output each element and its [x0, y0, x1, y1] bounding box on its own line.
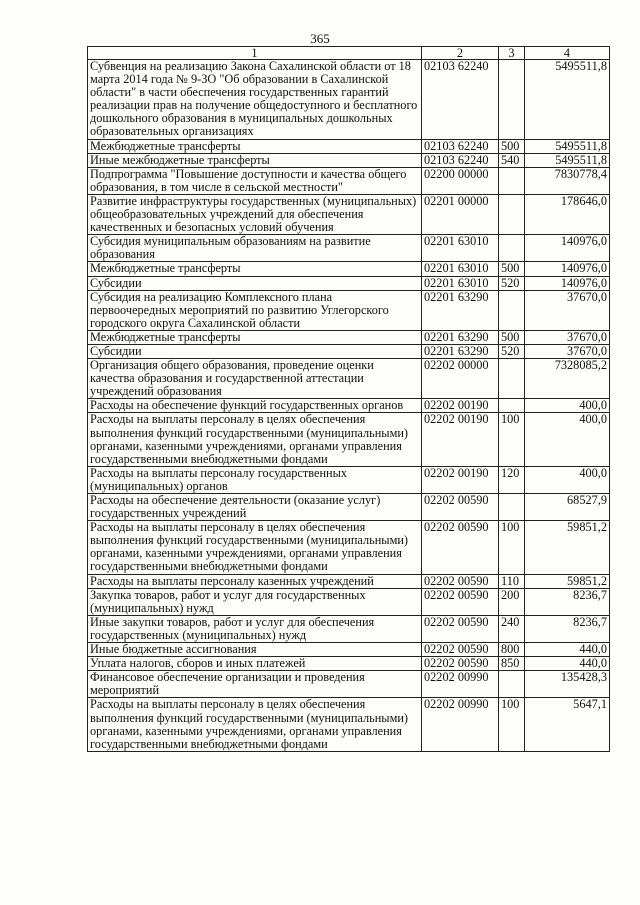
header-col-3: 3 [499, 47, 525, 60]
row-expense-kind: 540 [499, 153, 525, 167]
row-amount: 140976,0 [525, 276, 610, 290]
row-name: Финансовое обеспечение организации и проведения мероприятий [88, 671, 422, 698]
table-row [88, 399, 610, 413]
row-amount: 8236,7 [525, 615, 610, 642]
row-amount: 140976,0 [525, 235, 610, 262]
row-amount: 400,0 [525, 399, 610, 413]
row-code: 02202 00190 [422, 399, 499, 413]
row-expense-kind: 100 [499, 413, 525, 466]
row-amount: 400,0 [525, 413, 610, 466]
row-code: 02202 00990 [422, 698, 499, 751]
row-expense-kind [499, 359, 525, 399]
table-row [88, 60, 610, 140]
row-expense-kind [499, 167, 525, 194]
table-row [88, 330, 610, 344]
table-row [88, 494, 610, 521]
row-expense-kind: 110 [499, 574, 525, 588]
row-expense-kind [499, 494, 525, 521]
row-expense-kind: 100 [499, 698, 525, 751]
row-code: 02201 63010 [422, 235, 499, 262]
row-name: Субсидия на реализацию Комплексного плана первоочередных мероприятий по развитию Углегорского городского округа Сахалинской области [88, 290, 422, 330]
table-row [88, 359, 610, 399]
row-expense-kind: 500 [499, 330, 525, 344]
row-code: 02202 00000 [422, 359, 499, 399]
row-amount: 37670,0 [525, 344, 610, 358]
row-amount: 59851,2 [525, 521, 610, 574]
row-name: Субсидии [88, 276, 422, 290]
row-name: Закупка товаров, работ и услуг для государственных (муниципальных) нужд [88, 588, 422, 615]
table-row [88, 153, 610, 167]
row-name: Уплата налогов, сборов и иных платежей [88, 657, 422, 671]
row-amount: 5495511,8 [525, 139, 610, 153]
row-expense-kind: 120 [499, 466, 525, 493]
row-code: 02202 00990 [422, 671, 499, 698]
row-name: Расходы на обеспечение функций государственных органов [88, 399, 422, 413]
row-code: 02202 00590 [422, 588, 499, 615]
row-amount: 440,0 [525, 643, 610, 657]
table-row [88, 139, 610, 153]
table-row [88, 167, 610, 194]
table-header-row [88, 47, 610, 60]
row-expense-kind: 500 [499, 139, 525, 153]
table-row [88, 657, 610, 671]
row-name: Межбюджетные трансферты [88, 139, 422, 153]
row-expense-kind [499, 60, 525, 140]
row-name: Иные межбюджетные трансферты [88, 153, 422, 167]
table-row [88, 194, 610, 234]
row-name: Расходы на выплаты персоналу в целях обеспечения выполнения функций государственными (муниципальными) органами, казенными учреждениями, органами управления государственными внебюджетными фондами [88, 521, 422, 574]
row-expense-kind: 520 [499, 344, 525, 358]
table-row [88, 290, 610, 330]
table-row [88, 413, 610, 466]
row-code: 02202 00190 [422, 413, 499, 466]
row-name: Расходы на выплаты персоналу в целях обеспечения выполнения функций государственными (муниципальными) органами, казенными учреждениями, органами управления государственными внебюджетными фондами [88, 413, 422, 466]
row-amount: 5647,1 [525, 698, 610, 751]
header-col-2: 2 [422, 47, 499, 60]
row-code: 02202 00590 [422, 521, 499, 574]
row-amount: 5495511,8 [525, 60, 610, 140]
row-expense-kind [499, 671, 525, 698]
row-amount: 68527,9 [525, 494, 610, 521]
table-row [88, 698, 610, 751]
row-code: 02202 00590 [422, 657, 499, 671]
table-row [88, 588, 610, 615]
row-code: 02201 63010 [422, 262, 499, 276]
row-name: Межбюджетные трансферты [88, 330, 422, 344]
table-row [88, 521, 610, 574]
row-name: Расходы на выплаты персоналу казенных учреждений [88, 574, 422, 588]
table-row [88, 262, 610, 276]
row-code: 02103 62240 [422, 153, 499, 167]
table-row [88, 643, 610, 657]
row-name: Иные бюджетные ассигнования [88, 643, 422, 657]
row-code: 02200 00000 [422, 167, 499, 194]
row-amount: 440,0 [525, 657, 610, 671]
row-amount: 400,0 [525, 466, 610, 493]
table-row [88, 574, 610, 588]
row-name: Расходы на обеспечение деятельности (оказание услуг) государственных учреждений [88, 494, 422, 521]
row-amount: 178646,0 [525, 194, 610, 234]
row-expense-kind [499, 235, 525, 262]
row-expense-kind: 200 [499, 588, 525, 615]
row-amount: 8236,7 [525, 588, 610, 615]
row-expense-kind [499, 399, 525, 413]
row-amount: 140976,0 [525, 262, 610, 276]
row-code: 02202 00590 [422, 494, 499, 521]
row-code: 02202 00590 [422, 574, 499, 588]
row-name: Субсидия муниципальным образованиям на развитие образования [88, 235, 422, 262]
row-amount: 135428,3 [525, 671, 610, 698]
row-amount: 37670,0 [525, 330, 610, 344]
row-amount: 59851,2 [525, 574, 610, 588]
row-amount: 7830778,4 [525, 167, 610, 194]
table-row [88, 276, 610, 290]
row-expense-kind [499, 194, 525, 234]
budget-table [87, 46, 610, 752]
row-expense-kind: 800 [499, 643, 525, 657]
row-name: Межбюджетные трансферты [88, 262, 422, 276]
row-expense-kind: 850 [499, 657, 525, 671]
row-code: 02103 62240 [422, 139, 499, 153]
row-code: 02201 63290 [422, 330, 499, 344]
row-code: 02202 00190 [422, 466, 499, 493]
table-row [88, 344, 610, 358]
table-row [88, 235, 610, 262]
row-name: Расходы на выплаты персоналу государственных (муниципальных) органов [88, 466, 422, 493]
row-code: 02201 63290 [422, 290, 499, 330]
row-amount: 37670,0 [525, 290, 610, 330]
row-expense-kind [499, 290, 525, 330]
row-amount: 7328085,2 [525, 359, 610, 399]
row-code: 02202 00590 [422, 643, 499, 657]
row-name: Расходы на выплаты персоналу в целях обеспечения выполнения функций государственными (муниципальными) органами, казенными учреждениями, органами управления государственными внебюджетными фондами [88, 698, 422, 751]
row-name: Субсидии [88, 344, 422, 358]
row-name: Субвенция на реализацию Закона Сахалинской области от 18 марта 2014 года № 9-ЗО "Об образовании в Сахалинской области" в части обеспечения государственных гарантий реализации прав на получение общедоступного и бесплатного дошкольного образования в муниципальных дошкольных образовательных организациях [88, 60, 422, 140]
page-number: 365 [310, 31, 330, 46]
header-col-1: 1 [88, 47, 422, 60]
row-code: 02201 63290 [422, 344, 499, 358]
row-expense-kind: 100 [499, 521, 525, 574]
row-amount: 5495511,8 [525, 153, 610, 167]
row-name: Подпрограмма "Повышение доступности и качества общего образования, в том числе в сельской местности" [88, 167, 422, 194]
row-expense-kind: 500 [499, 262, 525, 276]
row-code: 02202 00590 [422, 615, 499, 642]
table-row [88, 671, 610, 698]
row-code: 02201 00000 [422, 194, 499, 234]
row-code: 02103 62240 [422, 60, 499, 140]
table-row [88, 466, 610, 493]
row-code: 02201 63010 [422, 276, 499, 290]
row-expense-kind: 520 [499, 276, 525, 290]
row-name: Развитие инфраструктуры государственных (муниципальных) общеобразовательных учреждений для обеспечения качественных и безопасных условий обучения [88, 194, 422, 234]
row-name: Иные закупки товаров, работ и услуг для обеспечения государственных (муниципальных) нужд [88, 615, 422, 642]
row-name: Организация общего образования, проведение оценки качества образования и государственной аттестации учреждений образования [88, 359, 422, 399]
row-expense-kind: 240 [499, 615, 525, 642]
header-col-4: 4 [525, 47, 610, 60]
table-row [88, 615, 610, 642]
